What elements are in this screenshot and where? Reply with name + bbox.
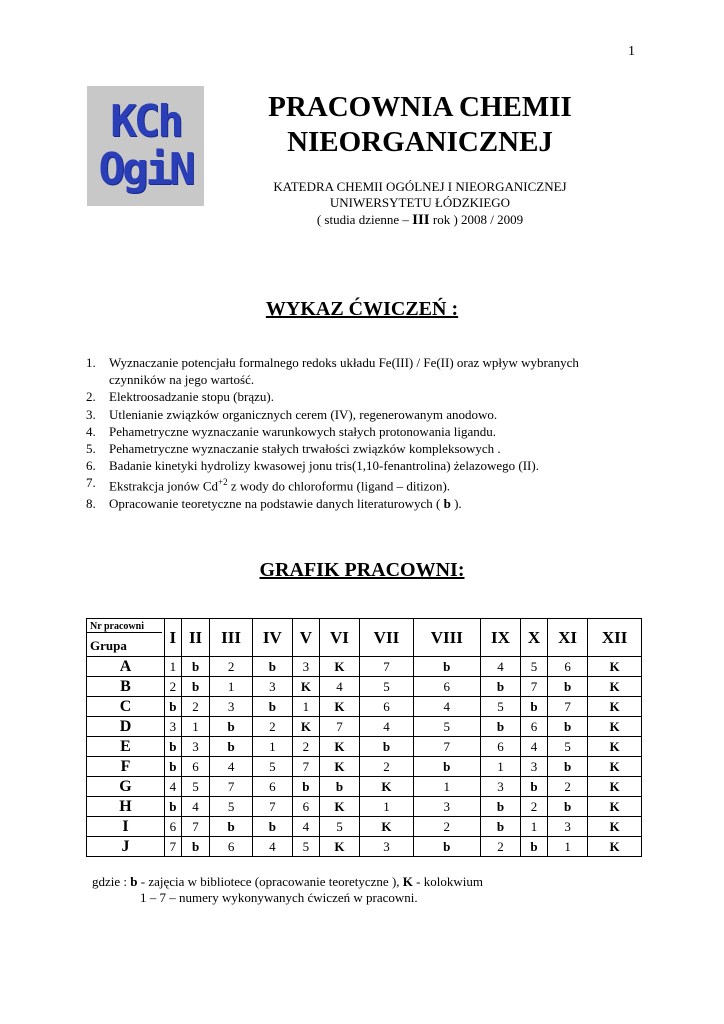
- legend-line-1: [92, 874, 483, 890]
- table-cell: b: [181, 837, 210, 857]
- table-cell: 1: [292, 697, 319, 717]
- table-cell: 7: [181, 817, 210, 837]
- table-cell: K: [588, 717, 642, 737]
- table-cell: 7: [360, 657, 414, 677]
- table-cell: 2: [413, 817, 480, 837]
- table-cell: K: [319, 757, 359, 777]
- table-cell: b: [521, 777, 548, 797]
- column-header: X: [521, 619, 548, 657]
- table-cell: 3: [252, 677, 292, 697]
- table-cell: b: [165, 757, 182, 777]
- table-cell: 1: [413, 777, 480, 797]
- table-row: [87, 757, 642, 777]
- table-cell: b: [521, 837, 548, 857]
- table-cell: b: [319, 777, 359, 797]
- column-header: II: [181, 619, 210, 657]
- table-cell: 3: [521, 757, 548, 777]
- study-year-post: rok ) 2008 / 2009: [429, 212, 524, 227]
- kch-ogin-logo: [87, 86, 204, 206]
- table-cell: 5: [252, 757, 292, 777]
- group-cell: E: [87, 737, 165, 757]
- lab-number-label: Nr pracowni: [87, 621, 162, 633]
- table-cell: K: [319, 797, 359, 817]
- department-line: KATEDRA CHEMII OGÓLNEJ I NIEORGANICZNEJ: [273, 179, 567, 194]
- legend-line-2: 1 – 7 – numery wykonywanych ćwiczeń w pracowni.: [140, 890, 418, 905]
- title-line-2: NIEORGANICZNEJ: [287, 126, 553, 158]
- table-cell: 2: [547, 777, 587, 797]
- table-cell: 2: [181, 697, 210, 717]
- table-cell: 2: [521, 797, 548, 817]
- table-cell: 5: [480, 697, 520, 717]
- exercise-text: Wyznaczanie potencjału formalnego redoks układu Fe(III) / Fe(II) oraz wpływ wybranych: [109, 355, 579, 370]
- exercise-item: [86, 354, 646, 388]
- document-title: [210, 90, 630, 160]
- table-cell: 4: [521, 737, 548, 757]
- exercise-list: [86, 354, 646, 512]
- table-cell: 2: [480, 837, 520, 857]
- group-cell: F: [87, 757, 165, 777]
- group-cell: C: [87, 697, 165, 717]
- table-cell: 6: [252, 777, 292, 797]
- table-cell: b: [480, 717, 520, 737]
- exercise-text: Pehametryczne wyznaczanie stałych trwałości związków kompleksowych .: [109, 441, 501, 457]
- exercise-number: 2.: [86, 389, 96, 405]
- group-cell: I: [87, 817, 165, 837]
- logo-line-2: OgiN: [98, 144, 193, 195]
- table-cell: 7: [319, 717, 359, 737]
- table-cell: 4: [181, 797, 210, 817]
- column-header: III: [210, 619, 252, 657]
- exercise-item: [86, 457, 646, 474]
- group-cell: A: [87, 657, 165, 677]
- table-cell: b: [165, 697, 182, 717]
- group-cell: D: [87, 717, 165, 737]
- table-cell: b: [165, 797, 182, 817]
- table-cell: 6: [521, 717, 548, 737]
- table-cell: 2: [210, 657, 252, 677]
- corner-header-cell: [87, 619, 165, 657]
- table-cell: b: [413, 757, 480, 777]
- table-cell: K: [292, 717, 319, 737]
- schedule-header-row: [87, 619, 642, 657]
- table-cell: 7: [210, 777, 252, 797]
- legend-prefix: gdzie :: [92, 874, 131, 889]
- table-cell: b: [252, 817, 292, 837]
- table-cell: 5: [521, 657, 548, 677]
- table-cell: 6: [547, 657, 587, 677]
- schedule-heading: GRAFIK PRACOWNI:: [259, 559, 465, 581]
- table-cell: 3: [480, 777, 520, 797]
- table-cell: 7: [165, 837, 182, 857]
- table-cell: b: [165, 737, 182, 757]
- group-label: Grupa: [90, 638, 127, 653]
- table-cell: b: [292, 777, 319, 797]
- table-cell: 5: [547, 737, 587, 757]
- legend-k-desc: - kolokwium: [412, 874, 483, 889]
- table-cell: 3: [547, 817, 587, 837]
- table-cell: 5: [292, 837, 319, 857]
- table-cell: 7: [252, 797, 292, 817]
- table-cell: b: [521, 697, 548, 717]
- table-cell: 2: [252, 717, 292, 737]
- table-cell: 4: [210, 757, 252, 777]
- table-cell: b: [252, 657, 292, 677]
- table-cell: 3: [181, 737, 210, 757]
- table-cell: b: [547, 677, 587, 697]
- table-cell: K: [360, 817, 414, 837]
- exercise-item: [86, 406, 646, 423]
- table-cell: 4: [165, 777, 182, 797]
- column-header: VI: [319, 619, 359, 657]
- table-cell: 4: [360, 717, 414, 737]
- page-number: 1: [628, 44, 635, 59]
- table-cell: 1: [480, 757, 520, 777]
- table-row: [87, 777, 642, 797]
- table-cell: K: [588, 817, 642, 837]
- table-cell: K: [588, 797, 642, 817]
- table-cell: b: [360, 737, 414, 757]
- table-cell: 3: [413, 797, 480, 817]
- column-header: IV: [252, 619, 292, 657]
- table-row: [87, 657, 642, 677]
- table-cell: 3: [292, 657, 319, 677]
- exercise-number: 1.: [86, 355, 96, 370]
- table-cell: 4: [413, 697, 480, 717]
- table-cell: 4: [480, 657, 520, 677]
- table-cell: K: [588, 777, 642, 797]
- table-cell: K: [588, 737, 642, 757]
- table-cell: 5: [319, 817, 359, 837]
- exercise-number: 3.: [86, 406, 96, 422]
- table-cell: b: [210, 817, 252, 837]
- table-cell: b: [480, 677, 520, 697]
- exercise-item: [86, 388, 646, 405]
- table-cell: b: [210, 717, 252, 737]
- table-cell: 5: [210, 797, 252, 817]
- table-cell: b: [181, 677, 210, 697]
- table-cell: 1: [165, 657, 182, 677]
- table-row: [87, 697, 642, 717]
- table-cell: b: [480, 797, 520, 817]
- exercise-text: Ekstrakcja jonów Cd: [109, 478, 219, 494]
- table-cell: b: [480, 817, 520, 837]
- exercise-number: 6.: [86, 458, 96, 474]
- table-cell: b: [181, 657, 210, 677]
- study-year-bold: III: [412, 212, 430, 228]
- table-cell: 1: [252, 737, 292, 757]
- table-cell: 5: [413, 717, 480, 737]
- table-cell: b: [210, 737, 252, 757]
- exercise-item: [86, 423, 646, 440]
- exercise-text: Pehametryczne wyznaczanie warunkowych stałych protonowania ligandu.: [109, 423, 496, 439]
- table-cell: 6: [165, 817, 182, 837]
- table-cell: 4: [252, 837, 292, 857]
- table-cell: 1: [181, 717, 210, 737]
- exercise-text-post: ).: [450, 495, 462, 511]
- table-cell: 1: [547, 837, 587, 857]
- study-year-line: [210, 212, 630, 229]
- superscript-charge: +2: [218, 477, 228, 488]
- legend-b-desc: - zajęcia w bibliotece (opracowanie teoretyczne ),: [137, 874, 403, 889]
- table-cell: b: [547, 757, 587, 777]
- column-header: I: [165, 619, 182, 657]
- table-cell: K: [319, 737, 359, 757]
- exercise-number: 5.: [86, 441, 96, 457]
- legend: [92, 874, 483, 906]
- table-cell: b: [547, 797, 587, 817]
- column-header: VIII: [413, 619, 480, 657]
- exercise-bold-b: b: [443, 495, 451, 511]
- group-cell: G: [87, 777, 165, 797]
- table-cell: 3: [210, 697, 252, 717]
- table-cell: K: [292, 677, 319, 697]
- table-cell: 7: [521, 677, 548, 697]
- table-cell: K: [319, 657, 359, 677]
- legend-b-key: b: [130, 874, 138, 889]
- exercises-heading: WYKAZ ĆWICZEŃ :: [265, 298, 459, 320]
- exercise-text: Opracowanie teoretyczne na podstawie danych literaturowych (: [109, 495, 444, 511]
- table-cell: K: [588, 757, 642, 777]
- schedule-body: [87, 657, 642, 857]
- table-cell: b: [547, 717, 587, 737]
- table-cell: 6: [413, 677, 480, 697]
- table-cell: 2: [292, 737, 319, 757]
- column-header: VII: [360, 619, 414, 657]
- table-cell: K: [588, 657, 642, 677]
- table-cell: 6: [181, 757, 210, 777]
- table-cell: 5: [181, 777, 210, 797]
- table-cell: 1: [521, 817, 548, 837]
- exercise-number: 7.: [86, 475, 96, 491]
- table-cell: 7: [292, 757, 319, 777]
- title-line-1: PRACOWNIA CHEMII: [268, 91, 572, 123]
- table-cell: 2: [165, 677, 182, 697]
- column-header: XI: [547, 619, 587, 657]
- exercise-text-cont: czynników na jego wartość.: [109, 372, 255, 388]
- table-cell: b: [413, 657, 480, 677]
- exercise-item: [86, 495, 646, 512]
- table-cell: 1: [360, 797, 414, 817]
- exercise-number: 4.: [86, 423, 96, 439]
- table-cell: 6: [480, 737, 520, 757]
- table-cell: K: [588, 677, 642, 697]
- logo-line-1: KCh: [110, 96, 181, 147]
- table-cell: 7: [413, 737, 480, 757]
- legend-k-key: K: [402, 874, 413, 889]
- table-row: [87, 717, 642, 737]
- exercise-text-post: z wody do chloroformu (ligand – ditizon).: [227, 478, 451, 494]
- table-cell: 3: [360, 837, 414, 857]
- table-row: [87, 797, 642, 817]
- exercise-item: [86, 474, 646, 495]
- table-row: [87, 817, 642, 837]
- column-header: V: [292, 619, 319, 657]
- table-row: [87, 737, 642, 757]
- table-cell: 4: [292, 817, 319, 837]
- table-cell: K: [319, 837, 359, 857]
- exercise-text: Badanie kinetyki hydrolizy kwasowej jonu tris(1,10-fenantrolina) żelazowego (II).: [109, 458, 539, 474]
- schedule-table: [86, 618, 642, 857]
- group-cell: H: [87, 797, 165, 817]
- table-cell: K: [588, 837, 642, 857]
- table-cell: 3: [165, 717, 182, 737]
- table-cell: 1: [210, 677, 252, 697]
- table-cell: K: [360, 777, 414, 797]
- university-line: UNIWERSYTETU ŁÓDZKIEGO: [329, 195, 511, 210]
- table-cell: K: [319, 697, 359, 717]
- table-cell: 4: [319, 677, 359, 697]
- table-cell: b: [252, 697, 292, 717]
- table-cell: 6: [292, 797, 319, 817]
- group-cell: B: [87, 677, 165, 697]
- table-cell: 2: [360, 757, 414, 777]
- table-cell: K: [588, 697, 642, 717]
- table-cell: b: [413, 837, 480, 857]
- exercise-number: 8.: [86, 495, 96, 511]
- table-cell: 7: [547, 697, 587, 717]
- column-header: IX: [480, 619, 520, 657]
- table-row: [87, 837, 642, 857]
- group-cell: J: [87, 837, 165, 857]
- table-cell: 6: [210, 837, 252, 857]
- table-row: [87, 677, 642, 697]
- study-year-pre: ( studia dzienne –: [316, 212, 413, 227]
- exercise-text: Elektroosadzanie stopu (brązu).: [109, 389, 274, 405]
- table-cell: 5: [360, 677, 414, 697]
- exercise-text: Utlenianie związków organicznych cerem (IV), regenerowanym anodowo.: [109, 406, 498, 422]
- exercise-item: [86, 440, 646, 457]
- column-header: XII: [588, 619, 642, 657]
- table-cell: 6: [360, 697, 414, 717]
